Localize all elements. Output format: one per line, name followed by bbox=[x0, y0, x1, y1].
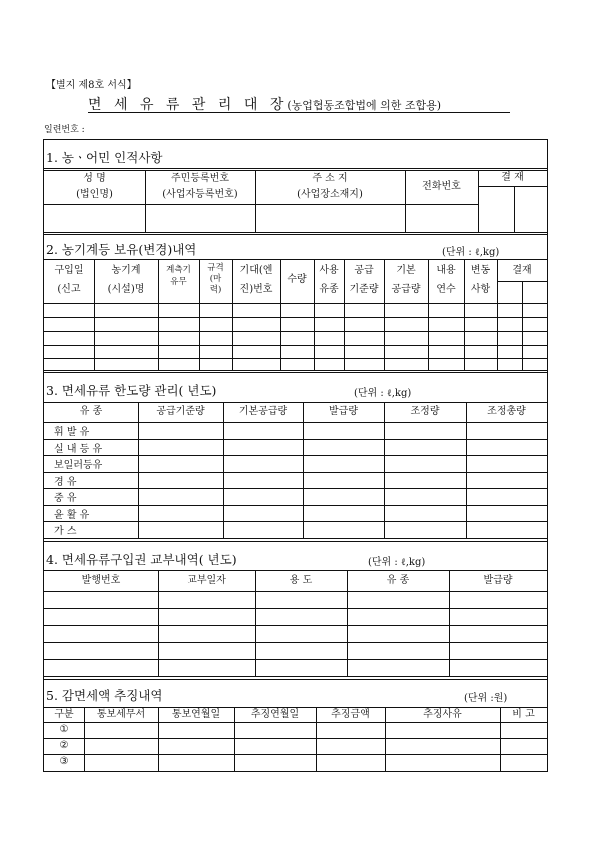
title-underline bbox=[88, 112, 510, 113]
s2-header-label: 계측기 bbox=[166, 265, 191, 275]
s2-row-line bbox=[44, 331, 547, 332]
s3-row-line bbox=[44, 439, 547, 440]
s2-header-label: 변동 bbox=[470, 265, 491, 276]
s2-header-label: 유종 bbox=[319, 284, 339, 295]
col-name-sub: (법인명) bbox=[76, 189, 113, 200]
s4-row-line bbox=[44, 625, 547, 626]
s5-header-label: 비 고 bbox=[512, 709, 535, 720]
s2-row-line bbox=[44, 317, 547, 318]
s2-header-label: 기준량 bbox=[349, 284, 379, 295]
s4-header-label: 교부일자 bbox=[187, 575, 226, 586]
section1-title: 1. 농ㆍ어민 인적사항 bbox=[46, 150, 163, 165]
section-separator bbox=[44, 232, 547, 233]
section-separator-double bbox=[44, 372, 547, 373]
s3-header-label: 조정량 bbox=[410, 406, 440, 417]
s3-fuel-type: 경 유 bbox=[54, 476, 77, 488]
section2-unit: (단위 : ℓ,kg) bbox=[442, 247, 500, 258]
s3-row-line bbox=[44, 521, 547, 522]
col-id-sub: (사업자등록번호) bbox=[162, 189, 238, 200]
s2-header-label: 진)번호 bbox=[239, 284, 273, 295]
section3-unit: (단위 : ℓ,kg) bbox=[354, 388, 412, 399]
section-separator bbox=[44, 676, 547, 677]
s5-header-line bbox=[44, 722, 547, 723]
document-title-sub: (농업협동조합법에 의한 조합용) bbox=[287, 99, 442, 112]
s3-fuel-type: 보일러등유 bbox=[54, 460, 103, 471]
document-title bbox=[88, 94, 441, 114]
s2-col-divider bbox=[158, 259, 159, 370]
s2-row-line bbox=[44, 345, 547, 346]
s4-row-line bbox=[44, 608, 547, 609]
s5-row-line bbox=[44, 754, 547, 755]
s2-header-label: 내용 bbox=[436, 265, 456, 276]
document-title-main: 면 세 유 류 관 리 대 장 bbox=[88, 97, 288, 113]
s4-header-label: 용 도 bbox=[289, 575, 313, 586]
section3-title: 3. 면세유류 한도량 관리( 년도) bbox=[46, 383, 217, 398]
s2-approval-label: 결재 bbox=[512, 265, 532, 276]
col-approval-header: 결 재 bbox=[501, 172, 524, 183]
s3-row-line bbox=[44, 455, 547, 456]
s2-header-label: 사용 bbox=[319, 265, 339, 276]
s2-header-label: 구입일 bbox=[54, 265, 84, 276]
col-address-header: 주 소 지 bbox=[312, 173, 348, 184]
s5-header-label: 추징사유 bbox=[423, 709, 462, 720]
s3-fuel-type: 가 스 bbox=[54, 526, 77, 537]
s3-row-line bbox=[44, 472, 547, 473]
section2-title: 2. 농기계등 보유(변경)내역 bbox=[46, 242, 197, 257]
section4-title: 4. 면세유류구입권 교부내역( 년도) bbox=[46, 552, 237, 567]
serial-number-label: 일련번호 : bbox=[44, 125, 85, 135]
section1-rule-double bbox=[44, 170, 547, 171]
s4-row-line bbox=[44, 659, 547, 660]
col-id-header: 주민등록번호 bbox=[171, 173, 229, 184]
form-label: 【별지 제8호 서식】 bbox=[46, 80, 137, 91]
s3-row-line bbox=[44, 505, 547, 506]
s2-header-label: 공급 bbox=[354, 265, 374, 276]
s2-header-line bbox=[44, 303, 547, 304]
s2-header-label: 연수 bbox=[436, 284, 456, 295]
section-separator-double bbox=[44, 234, 547, 235]
form-table bbox=[43, 139, 548, 772]
s2-header-label: 력) bbox=[209, 285, 222, 295]
s4-row-line bbox=[44, 642, 547, 643]
s2-header-label: (신고 bbox=[57, 284, 81, 295]
s2-approval-line bbox=[497, 281, 547, 282]
s2-header-label: (마 bbox=[209, 274, 222, 284]
s3-header-line bbox=[44, 422, 547, 423]
s5-header-label: 추징연월일 bbox=[250, 709, 300, 720]
s2-row-line bbox=[44, 358, 547, 359]
s3-header-label: 공급기준량 bbox=[156, 406, 205, 417]
section-separator-double bbox=[44, 541, 547, 542]
s4-header-label: 발급량 bbox=[483, 575, 513, 586]
s2-header-label: 규격 bbox=[207, 263, 224, 273]
section-separator-double bbox=[44, 679, 547, 680]
section2-rule bbox=[44, 259, 547, 260]
s5-row-number: ③ bbox=[59, 756, 69, 767]
col-phone-header: 전화번호 bbox=[422, 181, 461, 192]
s2-approval-divider bbox=[522, 281, 523, 370]
s3-fuel-type: 휘 발 유 bbox=[54, 427, 90, 438]
s5-row-number: ① bbox=[59, 724, 69, 735]
section1-rule bbox=[44, 168, 547, 169]
section4-unit: (단위 : ℓ,kg) bbox=[368, 557, 426, 568]
s2-header-label: 기대(엔 bbox=[239, 265, 273, 276]
s4-header-label: 발행번호 bbox=[81, 575, 121, 586]
s5-header-label: 추징금액 bbox=[331, 709, 370, 720]
s2-header-label: 사항 bbox=[470, 284, 491, 295]
s3-fuel-type: 중 유 bbox=[54, 493, 77, 504]
section5-title: 5. 감면세액 추징내역 bbox=[46, 688, 163, 703]
s5-header-label: 구분 bbox=[54, 709, 74, 720]
col-name-header: 성 명 bbox=[83, 173, 106, 184]
s5-row-number: ② bbox=[59, 740, 69, 751]
section4-rule bbox=[44, 570, 547, 571]
s2-header-label: 유무 bbox=[170, 277, 187, 287]
s2-header-label: (시설)명 bbox=[107, 284, 145, 295]
s3-header-label: 기본공급량 bbox=[238, 406, 288, 417]
s4-header-line bbox=[44, 591, 547, 592]
s2-header-label: 수량 bbox=[287, 274, 307, 285]
s3-fuel-type: 윤 활 유 bbox=[54, 509, 90, 521]
s1-approval-divider bbox=[514, 186, 515, 232]
s3-header-label: 발급량 bbox=[329, 406, 358, 417]
section3-rule bbox=[44, 402, 547, 403]
s3-header-label: 조정총량 bbox=[487, 406, 526, 417]
s2-header-label: 공급량 bbox=[391, 284, 421, 295]
s5-header-label: 통보세무서 bbox=[96, 709, 146, 720]
s3-row-line bbox=[44, 488, 547, 489]
section-separator bbox=[44, 538, 547, 539]
s1-approval-line bbox=[478, 186, 547, 187]
section-separator bbox=[44, 370, 547, 371]
s2-header-label: 기본 bbox=[396, 265, 416, 276]
s5-row-line bbox=[44, 738, 547, 739]
s2-header-label: 농기계 bbox=[111, 265, 141, 276]
s5-header-label: 통보연월일 bbox=[171, 709, 221, 720]
s3-fuel-type: 실 내 등 유 bbox=[54, 443, 103, 455]
s3-header-label: 유 종 bbox=[79, 406, 103, 417]
col-address-sub: (사업장소재지) bbox=[297, 189, 363, 200]
section5-unit: (단위 :원) bbox=[464, 693, 508, 704]
s1-row-line bbox=[44, 204, 478, 205]
s4-header-label: 유 종 bbox=[386, 575, 410, 586]
